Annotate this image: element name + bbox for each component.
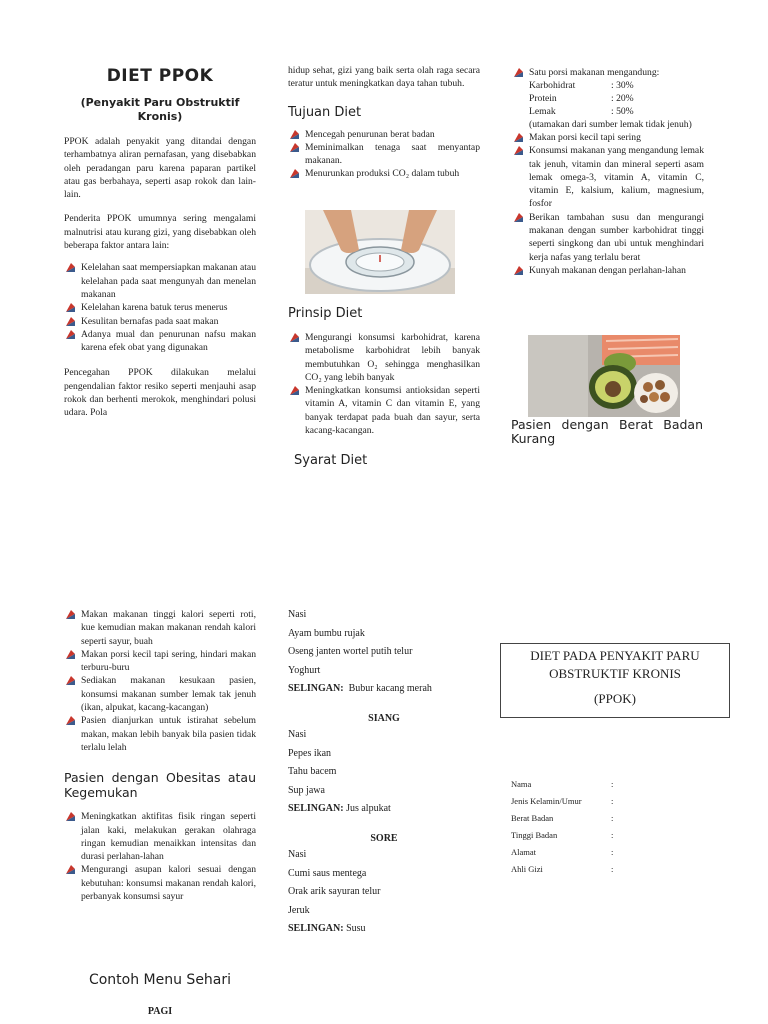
- list-item: Menurunkan produksi CO₂ dalam tubuh: [288, 167, 480, 180]
- siang-label: SIANG: [368, 712, 400, 724]
- bullet-icon: [514, 68, 523, 77]
- selingan-pagi: SELINGAN: Bubur kacang merah: [288, 683, 432, 695]
- id-row-tinggi-badan: Tinggi Badan :: [511, 830, 614, 840]
- menu-item: Ayam bumbu rujak: [288, 627, 365, 639]
- intro-paragraph: PPOK adalah penyakit yang ditandai dengan terhambatnya aliran pernafasan, yang disebabkan oleh peradangan paru karena paparan partikel atau gas berbahaya, seperti asap rokok dan lain-lain.: [64, 136, 256, 201]
- list-item: Konsumsi makanan yang mengandung lemak tak jenuh, vitamin dan mineral seperti asam lemak omega-3, vitamin A, vitamin C, vitamin E, kalsium, kalium, magnesium, fosfor: [512, 144, 704, 210]
- id-row-ahli-gizi: Ahli Gizi :: [511, 864, 614, 874]
- obesity-tips-list: [64, 810, 256, 903]
- column-1-top: [64, 64, 256, 420]
- menu-item: Nasi: [288, 848, 307, 860]
- bathroom-scale-icon: [305, 210, 455, 294]
- sore-label: SORE: [370, 832, 398, 844]
- cover-title: DIET PADA PENYAKIT PARU OBSTRUKTIF KRONIS: [530, 648, 700, 681]
- bullet-icon: [290, 143, 299, 152]
- bullet-icon: [66, 865, 75, 874]
- underweight-heading: Pasien dengan Berat Badan Kurang: [511, 417, 703, 446]
- bullet-icon: [290, 130, 299, 139]
- nutrient-row: Karbohidrat : 30%: [529, 80, 634, 91]
- bullet-icon: [66, 317, 75, 326]
- list-item: Mengurangi konsumsi karbohidrat, karena metabolisme karbohidrat lebih banyak membutuhkan O₂ sehingga menghasilkan CO₂ yang lebih banyak: [288, 331, 480, 384]
- id-row-jenis-kelamin: Jenis Kelamin/Umur :: [511, 796, 614, 806]
- page-title: DIET PPOK: [106, 66, 214, 86]
- food-photo: [528, 335, 680, 417]
- nutrient-row: Lemak : 50%: [529, 106, 634, 117]
- selingan-sore: SELINGAN: Susu: [288, 923, 366, 935]
- bullet-icon: [66, 610, 75, 619]
- patient-id-form: [511, 776, 711, 878]
- list-item: Adanya mual dan penurunan nafsu makan karena efek obat yang digunakan: [64, 328, 256, 355]
- malnutrition-paragraph: Penderita PPOK umumnya sering mengalami malnutrisi atau kurang gizi, yang disebabkan oleh beberapa faktor antara lain:: [64, 213, 256, 252]
- list-item: Meminimalkan tenaga saat menyantap makanan.: [288, 141, 480, 168]
- column-3-top: [512, 66, 704, 277]
- menu-item: Orak arik sayuran telur: [288, 886, 381, 898]
- bullet-icon: [514, 213, 523, 222]
- prinsip-diet-list: [288, 331, 480, 437]
- bullet-icon: [514, 133, 523, 142]
- syarat-diet-heading: Syarat Diet: [294, 453, 368, 469]
- list-item: Mengurangi asupan kalori sesuai dengan kebutuhan: konsumsi makanan rendah kalori, perbanyak konsumsi sayur: [64, 863, 256, 903]
- list-item: Berikan tambahan susu dan mengurangi makanan dengan sumber karbohidrat tinggi seperti singkong dan ubi untuk menghindari kerja nafas yang terlalu berat: [512, 211, 704, 264]
- list-item: Kunyah makanan dengan perlahan-lahan: [512, 264, 704, 277]
- menu-item: Oseng janten wortel putih telur: [288, 646, 413, 658]
- list-item: Kelelahan karena batuk terus menerus: [64, 301, 256, 314]
- column-2-bottom: [288, 606, 480, 939]
- tujuan-diet-heading: Tujuan Diet: [288, 104, 362, 120]
- menu-item: Yoghurt: [288, 664, 321, 676]
- id-row-alamat: Alamat :: [511, 847, 614, 857]
- column-2-prinsip: [288, 306, 480, 468]
- list-item: Sediakan makanan kesukaan pasien, konsumsi makanan sumber lemak tak jenuh (ikan, alpukat, kacang-kacangan): [64, 674, 256, 714]
- list-item: Meningkatkan konsumsi antioksidan seperti vitamin A, vitamin C dan vitamin E, yang banyak terdapat pada buah dan sayur, serta kacang-kacangan.: [288, 384, 480, 437]
- pagi-label: PAGI: [147, 1006, 173, 1017]
- menu-heading: Contoh Menu Sehari: [88, 972, 232, 988]
- obesity-heading: Pasien dengan Obesitas atau Kegemukan: [64, 770, 256, 801]
- bullet-icon: [290, 386, 299, 395]
- cover-abbr: (PPOK): [594, 691, 636, 706]
- page-subtitle: (Penyakit Paru Obstruktif Kronis): [80, 96, 240, 123]
- bullet-icon: [66, 676, 75, 685]
- bullet-icon: [66, 303, 75, 312]
- selingan-siang: SELINGAN: Jus alpukat: [288, 803, 391, 815]
- list-item: Kesulitan bernafas pada saat makan: [64, 315, 256, 328]
- syarat-diet-list: [512, 131, 704, 277]
- list-item: Kelelahan saat mempersiapkan makanan atau kelelahan pada saat mengunyah dan menelan makanan: [64, 261, 256, 301]
- list-item: Makan porsi kecil tapi sering: [512, 131, 704, 144]
- bullet-icon: [66, 716, 75, 725]
- menu-item: Nasi: [288, 609, 307, 620]
- menu-item: Tahu bacem: [288, 766, 337, 778]
- tujuan-diet-list: [288, 128, 480, 181]
- bullet-icon: [66, 650, 75, 659]
- id-row-berat-badan: Berat Badan :: [511, 813, 614, 823]
- list-item: Pasien dianjurkan untuk istirahat sebelum makan, makan lebih banyak bila pasien tidak terlalu lelah: [64, 714, 256, 754]
- id-row-nama: Nama :: [511, 779, 614, 789]
- healthy-fats-icon: [528, 335, 680, 417]
- list-item: Meningkatkan aktifitas fisik ringan seperti jalan kaki, melakukan gerakan olahraga ringan kemudian menaikkan intensitas dan durasi perlahan-lahan: [64, 810, 256, 863]
- list-item: Makan makanan tinggi kalori seperti roti, kue kemudian makan makanan rendah kalori seperti sayur, buah: [64, 608, 256, 648]
- prevention-paragraph: Pencegahan PPOK dilakukan melalui pengendalian faktor resiko seperti menjauhi asap rokok dan berhenti merokok, menghindari polusi udara. Pola: [64, 367, 256, 419]
- list-item: Mencegah penurunan berat badan: [288, 128, 480, 141]
- menu-item: Sup jawa: [288, 784, 325, 796]
- bullet-icon: [66, 812, 75, 821]
- malnutrition-factor-list: [64, 261, 256, 354]
- cover-title-box: [500, 643, 730, 718]
- porsi-intro: Satu porsi makanan mengandung:: [529, 67, 660, 78]
- bullet-icon: [514, 266, 523, 275]
- bullet-icon: [290, 169, 299, 178]
- menu-item: Cumi saus mentega: [288, 867, 367, 879]
- menu-item: Pepes ikan: [288, 747, 332, 759]
- underweight-tips-list: [64, 608, 256, 754]
- bullet-icon: [66, 263, 75, 272]
- bullet-icon: [290, 333, 299, 342]
- nutrient-row: Protein : 20%: [529, 93, 634, 104]
- list-item: Makan porsi kecil tapi sering, hindari makan terburu-buru: [64, 648, 256, 675]
- column-1-bottom: [64, 608, 256, 903]
- bullet-icon: [514, 146, 523, 155]
- prinsip-diet-heading: Prinsip Diet: [288, 306, 363, 321]
- menu-item: Jeruk: [288, 904, 310, 916]
- porsi-block: [512, 66, 704, 131]
- scale-photo: [305, 210, 455, 294]
- column-2-top: [288, 64, 480, 181]
- bullet-icon: [66, 330, 75, 339]
- menu-item: Nasi: [288, 728, 307, 740]
- porsi-note: (utamakan dari sumber lemak tidak jenuh): [529, 119, 692, 130]
- continued-paragraph: hidup sehat, gizi yang baik serta olah raga secara teratur untuk meningkatkan daya tahan tubuh.: [288, 65, 480, 90]
